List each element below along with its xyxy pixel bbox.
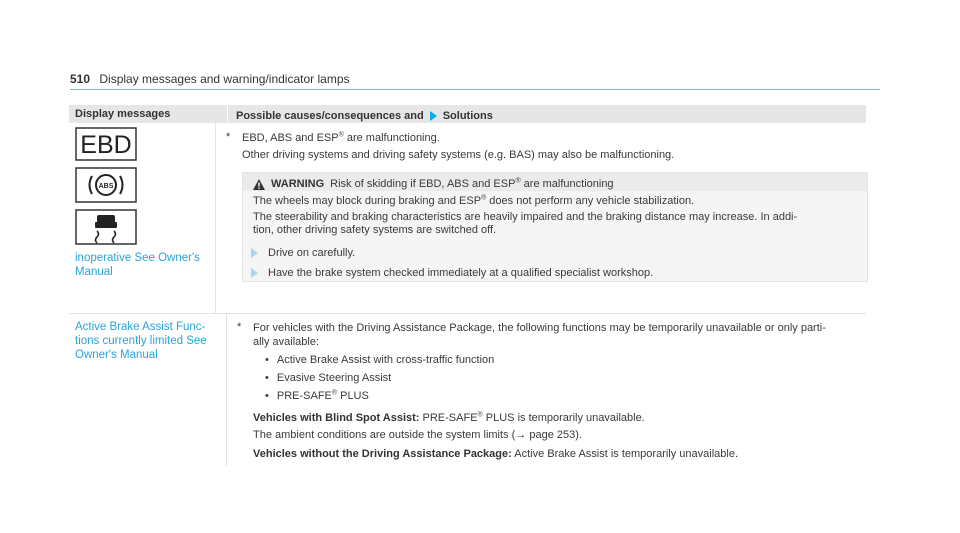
list-item bbox=[265, 389, 858, 403]
no-dap-text: Active Brake Assist is temporarily unavailable. bbox=[511, 448, 739, 460]
ebd-lamp-icon bbox=[75, 127, 137, 161]
message-text: inoperative See Owner's Manual bbox=[75, 252, 200, 278]
section-title: Display messages and warning/indicator lamps bbox=[99, 72, 350, 86]
list-item-text: PRE-SAFE bbox=[276, 390, 332, 402]
list-item-text: Evasive Steering Assist bbox=[276, 372, 392, 384]
reg-mark: ® bbox=[338, 131, 344, 139]
list-item bbox=[265, 371, 858, 385]
blind-spot-line bbox=[237, 411, 858, 425]
solution-cell bbox=[216, 123, 876, 313]
esp-skid-lamp-icon bbox=[75, 209, 137, 245]
display-messages-table bbox=[69, 105, 866, 466]
ebd-lamp-text: EBD bbox=[80, 131, 132, 159]
reg-mark: ® bbox=[331, 389, 338, 397]
col-causes-solutions bbox=[227, 105, 866, 123]
message-line-3: Owner's Manual bbox=[75, 349, 158, 361]
list-item bbox=[265, 353, 858, 367]
step-drive-carefully bbox=[251, 247, 867, 259]
table-row bbox=[69, 123, 866, 314]
list-item-text: Active Brake Assist with cross-traffic function bbox=[276, 354, 495, 366]
warning-body bbox=[243, 191, 867, 237]
intro-line-1: For vehicles with the Driving Assistance Package, the following functions may be temporarily unavailable or only parti- bbox=[253, 322, 826, 334]
warning-triangle-icon bbox=[253, 179, 265, 190]
warning-p3: tion, other driving safety systems are switched off. bbox=[253, 224, 497, 236]
page-number: 510 bbox=[70, 72, 91, 86]
bullet: • bbox=[265, 354, 269, 366]
blind-spot-label: Vehicles with Blind Spot Assist: bbox=[253, 412, 420, 424]
warning-p1b: does not perform any vehicle stabilization. bbox=[486, 195, 695, 207]
message-line-2: tions currently limited See bbox=[75, 335, 207, 347]
arrow-right-icon bbox=[430, 111, 437, 121]
step-text: Drive on carefully. bbox=[268, 247, 356, 259]
reg-mark: ® bbox=[477, 411, 483, 419]
abs-lamp-icon bbox=[75, 167, 137, 203]
page-header bbox=[70, 72, 350, 86]
table-header bbox=[69, 105, 866, 123]
warning-p1 bbox=[253, 195, 857, 208]
blind-spot-text: PRE-SAFE bbox=[419, 412, 478, 424]
intro-line-2: ally available: bbox=[253, 336, 320, 348]
warning-p2: The steerability and braking characteristics are heavily impaired and the braking distance may increase. In addi- bbox=[253, 211, 798, 223]
warning-text-a: Risk of skidding if EBD, ABS and ESP bbox=[330, 178, 516, 190]
cause-text-b: are malfunctioning. bbox=[343, 132, 440, 144]
col-solutions-label: Solutions bbox=[442, 109, 493, 122]
header-divider bbox=[70, 89, 880, 90]
col-causes-label: Possible causes/consequences and bbox=[236, 109, 424, 122]
list-item-tail: PLUS bbox=[337, 390, 369, 402]
warning-text bbox=[330, 178, 613, 190]
step-text: Have the brake system checked immediately at a qualified specialist workshop. bbox=[268, 267, 654, 279]
table-row bbox=[69, 314, 866, 466]
step-arrow-icon bbox=[251, 268, 258, 278]
message-line-1: Active Brake Assist Func- bbox=[75, 321, 206, 333]
message-cell bbox=[69, 123, 216, 313]
footnote-star: * bbox=[226, 131, 231, 143]
cause-text-2: Other driving systems and driving safety systems (e.g. BAS) may also be malfunctioning. bbox=[242, 149, 675, 161]
no-dap-line bbox=[237, 447, 858, 461]
warning-p1a: The wheels may block during braking and ESP bbox=[253, 195, 482, 207]
footnote-star: * bbox=[237, 321, 242, 333]
warning-label: WARNING bbox=[271, 178, 325, 190]
cause-text bbox=[226, 131, 868, 145]
solution-cell bbox=[227, 314, 866, 466]
no-dap-label: Vehicles without the Driving Assistance Package: bbox=[253, 448, 512, 460]
message-cell bbox=[69, 314, 227, 466]
step-check-brakes bbox=[251, 267, 867, 279]
warning-box bbox=[242, 172, 868, 282]
blind-spot-tail: PLUS is temporarily unavailable. bbox=[482, 412, 645, 424]
bullet: • bbox=[265, 372, 269, 384]
cause-text-a: EBD, ABS and ESP bbox=[242, 132, 339, 144]
bullet: • bbox=[265, 390, 269, 402]
reg-mark: ® bbox=[481, 194, 487, 202]
step-arrow-icon bbox=[251, 248, 258, 258]
ambient-line: The ambient conditions are outside the system limits (→ page 253). bbox=[253, 429, 582, 441]
warning-text-b: are malfunctioning bbox=[520, 178, 614, 190]
svg-text:ABS: ABS bbox=[98, 183, 114, 190]
warning-header bbox=[243, 173, 867, 191]
col-display-messages: Display messages bbox=[75, 108, 171, 120]
reg-mark: ® bbox=[515, 177, 521, 185]
